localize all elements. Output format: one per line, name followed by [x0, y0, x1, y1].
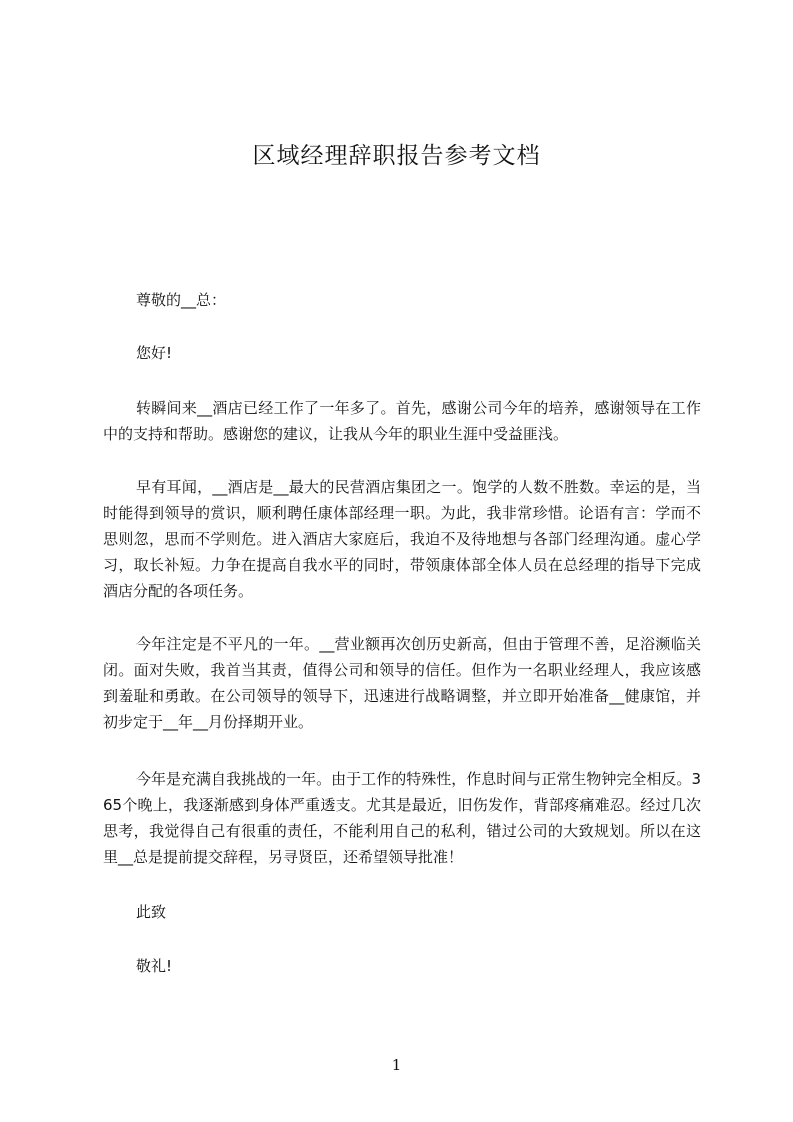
greeting: 您好!	[136, 344, 173, 362]
paragraph-1: 转瞬间来__酒店已经工作了一年多了。首先，感谢公司今年的培养，感谢领导在工作中的支持和帮助。感谢您的建议，让我从今年的职业生涯中受益匪浅。	[103, 399, 701, 443]
closing-line-2: 敬礼!	[136, 957, 173, 975]
closing-line-1: 此致	[136, 903, 167, 921]
salutation: 尊敬的__总：	[136, 291, 227, 309]
page-number: 1	[391, 1056, 402, 1074]
paragraph-3: 今年注定是不平凡的一年。__营业额再次创历史新高，但由于管理不善，足浴濒临关闭。面对失败，我首当其责，值得公司和领导的信任。但作为一名职业经理人，我应该感到羞耻和勇敢。在公司领导的领导下，迅速进行战略调整，并立即开始准备__健康馆，并初步定于__年__月份择期开业。	[103, 635, 701, 731]
document-title: 区域经理辞职报告参考文档	[252, 143, 541, 169]
paragraph-4: 今年是充满自我挑战的一年。由于工作的特殊性，作息时间与正常生物钟完全相反。365个晚上，我逐渐感到身体严重透支。尤其是最近，旧伤发作，背部疼痛难忍。经过几次思考，我觉得自己有很重的责任，不能利用自己的私利，错过公司的大致规划。所以在这里__总是提前提交辞程，另寻贤臣，还希望领导批准！	[103, 770, 701, 866]
paragraph-2: 早有耳闻，__酒店是__最大的民营酒店集团之一。饱学的人数不胜数。幸运的是，当时能得到领导的赏识，顺利聘任康体部经理一职。为此，我非常珍惜。论语有言：学而不思则忽，思而不学则危。进入酒店大家庭后，我迫不及待地想与各部门经理沟通。虚心学习，取长补短。力争在提高自我水平的同时，带领康体部全体人员在总经理的指导下完成酒店分配的各项任务。	[103, 478, 701, 600]
